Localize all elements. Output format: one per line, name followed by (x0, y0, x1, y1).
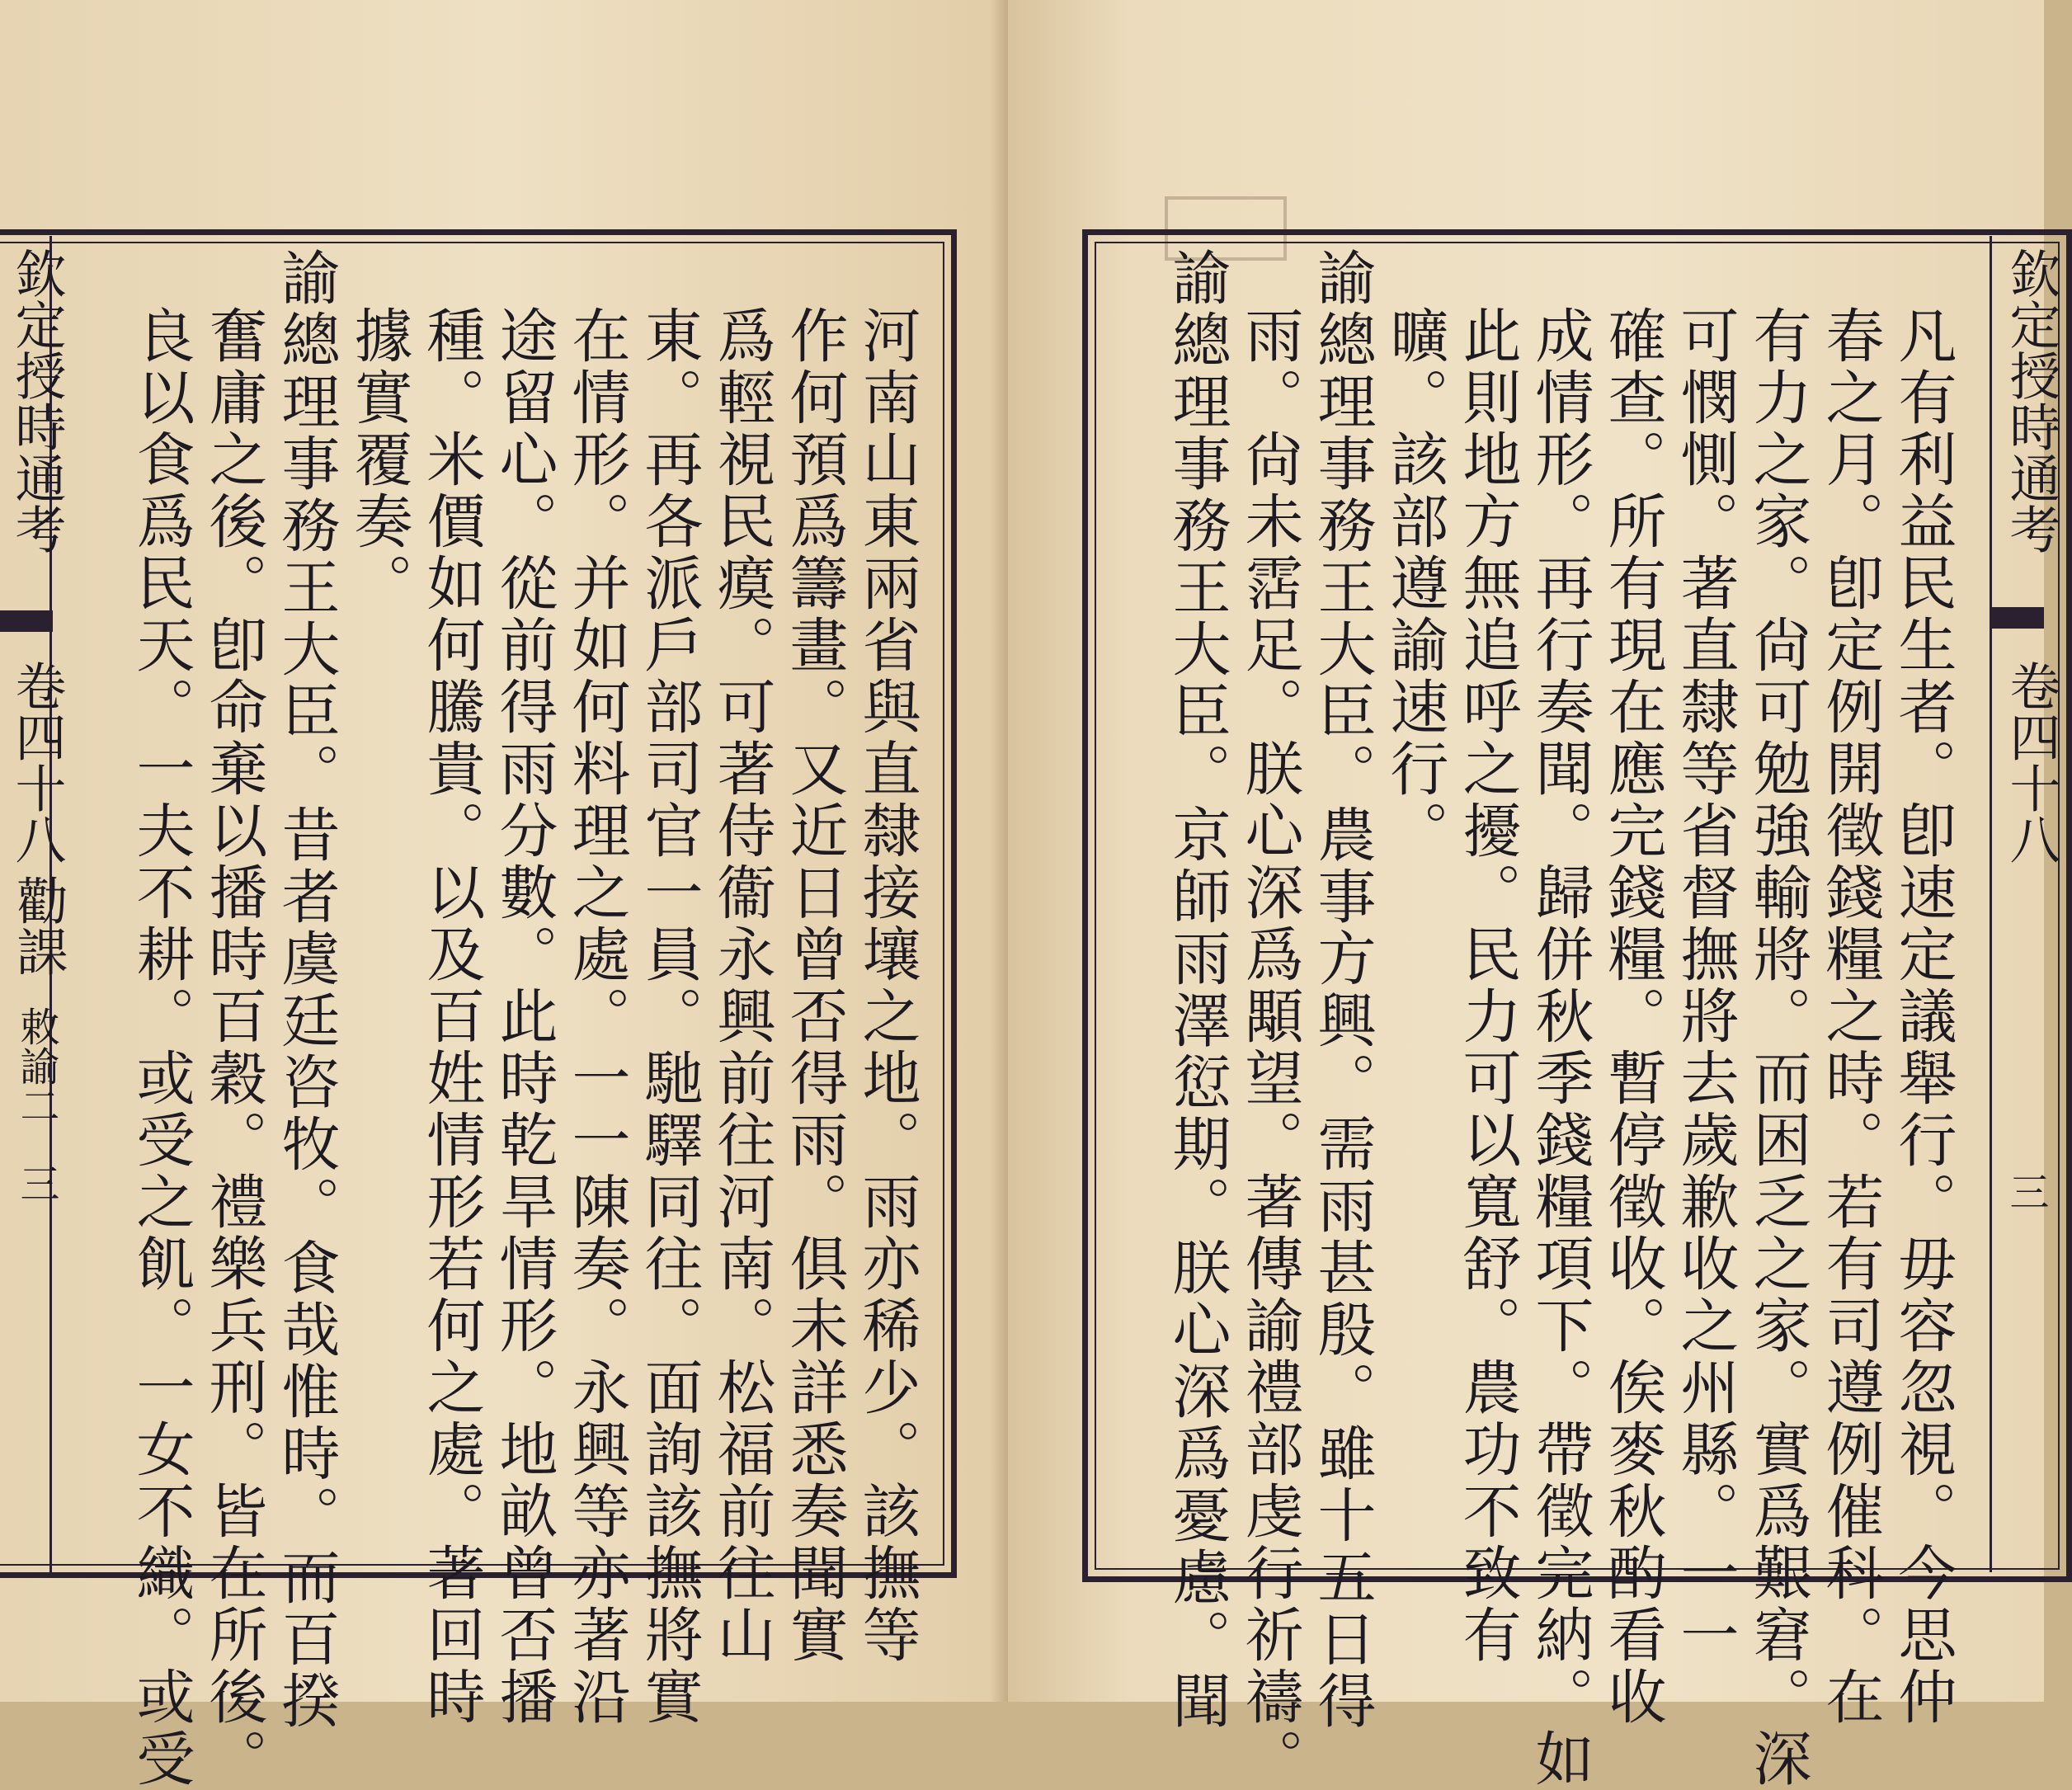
right-col-4: 可憫惻。著直隸等省督撫將去歲歉收之州縣。一一 (1671, 305, 1740, 1666)
left-folio-number: 三 (13, 1163, 59, 1203)
left-col-1: 河南山東兩省與直隸接壤之地。雨亦稀少。該撫等 (853, 305, 921, 1666)
right-col-10: 雨。尙未霑足。朕心深爲顒望。著傳諭禮部虔行祈禱。 (1236, 305, 1304, 1790)
left-fishtail-bar (0, 610, 53, 632)
left-col-10: 奮庸之後。卽命棄以播時百穀。禮樂兵刑。皆在所後。 (200, 305, 268, 1790)
left-col-6: 途留心。從前得雨分數。此時乾旱情形。地畝曾否播 (490, 305, 558, 1728)
right-col-1: 凡有利益民生者。卽速定議舉行。毋容忽視。今思仲 (1889, 305, 1957, 1728)
left-col-7: 種。米價如何騰貴。以及百姓情形若何之處。著回時 (417, 305, 486, 1728)
left-col-9: 諭總理事務王大臣。昔者虞廷咨牧。食哉惟時。而百揆 (272, 247, 341, 1732)
right-col-11: 諭總理事務王大臣。京師雨澤愆期。朕心深爲憂慮。聞 (1163, 247, 1231, 1732)
right-book-title: 欽定授時通考 (2001, 247, 2061, 554)
right-col-5: 確查。所有現在應完錢糧。暫停徵收。俟麥秋酌看收 (1599, 305, 1667, 1728)
left-section-label: 勸課 (8, 874, 68, 977)
right-col-9: 諭總理事務王大臣。農事方興。需雨甚殷。雖十五日得 (1308, 247, 1377, 1732)
right-banner-divider (1990, 236, 1992, 1572)
left-col-5: 在情形。并如何料理之處。一一陳奏。永興等亦著沿 (563, 305, 631, 1728)
right-col-7: 此則地方無追呼之擾。民力可以寬舒。農功不致有 (1453, 305, 1522, 1666)
left-col-11: 良以食爲民天。一夫不耕。或受之飢。一女不織。或受 (127, 305, 195, 1790)
right-col-3: 有力之家。尙可勉強輸將。而困乏之家。實爲艱窘。深 (1744, 305, 1812, 1790)
right-col-6: 成情形。再行奏聞。歸併秋季錢糧項下。帶徵完納。如 (1526, 305, 1594, 1790)
left-page (0, 0, 1008, 1790)
left-subsection-label: 敕諭二 (13, 1006, 59, 1125)
right-folio-number: 三 (2003, 1171, 2049, 1211)
left-book-title: 欽定授時通考 (7, 247, 67, 554)
right-fishtail-bar (1991, 607, 2044, 629)
left-volume-label: 卷四十八 (7, 660, 67, 864)
left-col-4: 東。再各派戶部司官一員。馳驛同往。面詢該撫將實 (635, 305, 704, 1728)
right-volume-label: 卷四十八 (2001, 660, 2061, 864)
right-col-2: 春之月。卽定例開徵錢糧之時。若有司遵例催科。在 (1816, 305, 1885, 1728)
right-page (1008, 0, 2061, 1790)
right-col-8: 曠。該部遵諭速行。 (1381, 305, 1449, 862)
left-col-3: 爲輕視民瘼。可著侍衞永興前往河南。松福前往山 (708, 305, 776, 1666)
left-col-8: 據實覆奏。 (345, 305, 413, 615)
left-col-2: 作何預爲籌畫。又近日曾否得雨。俱未詳悉奏聞實 (780, 305, 849, 1666)
